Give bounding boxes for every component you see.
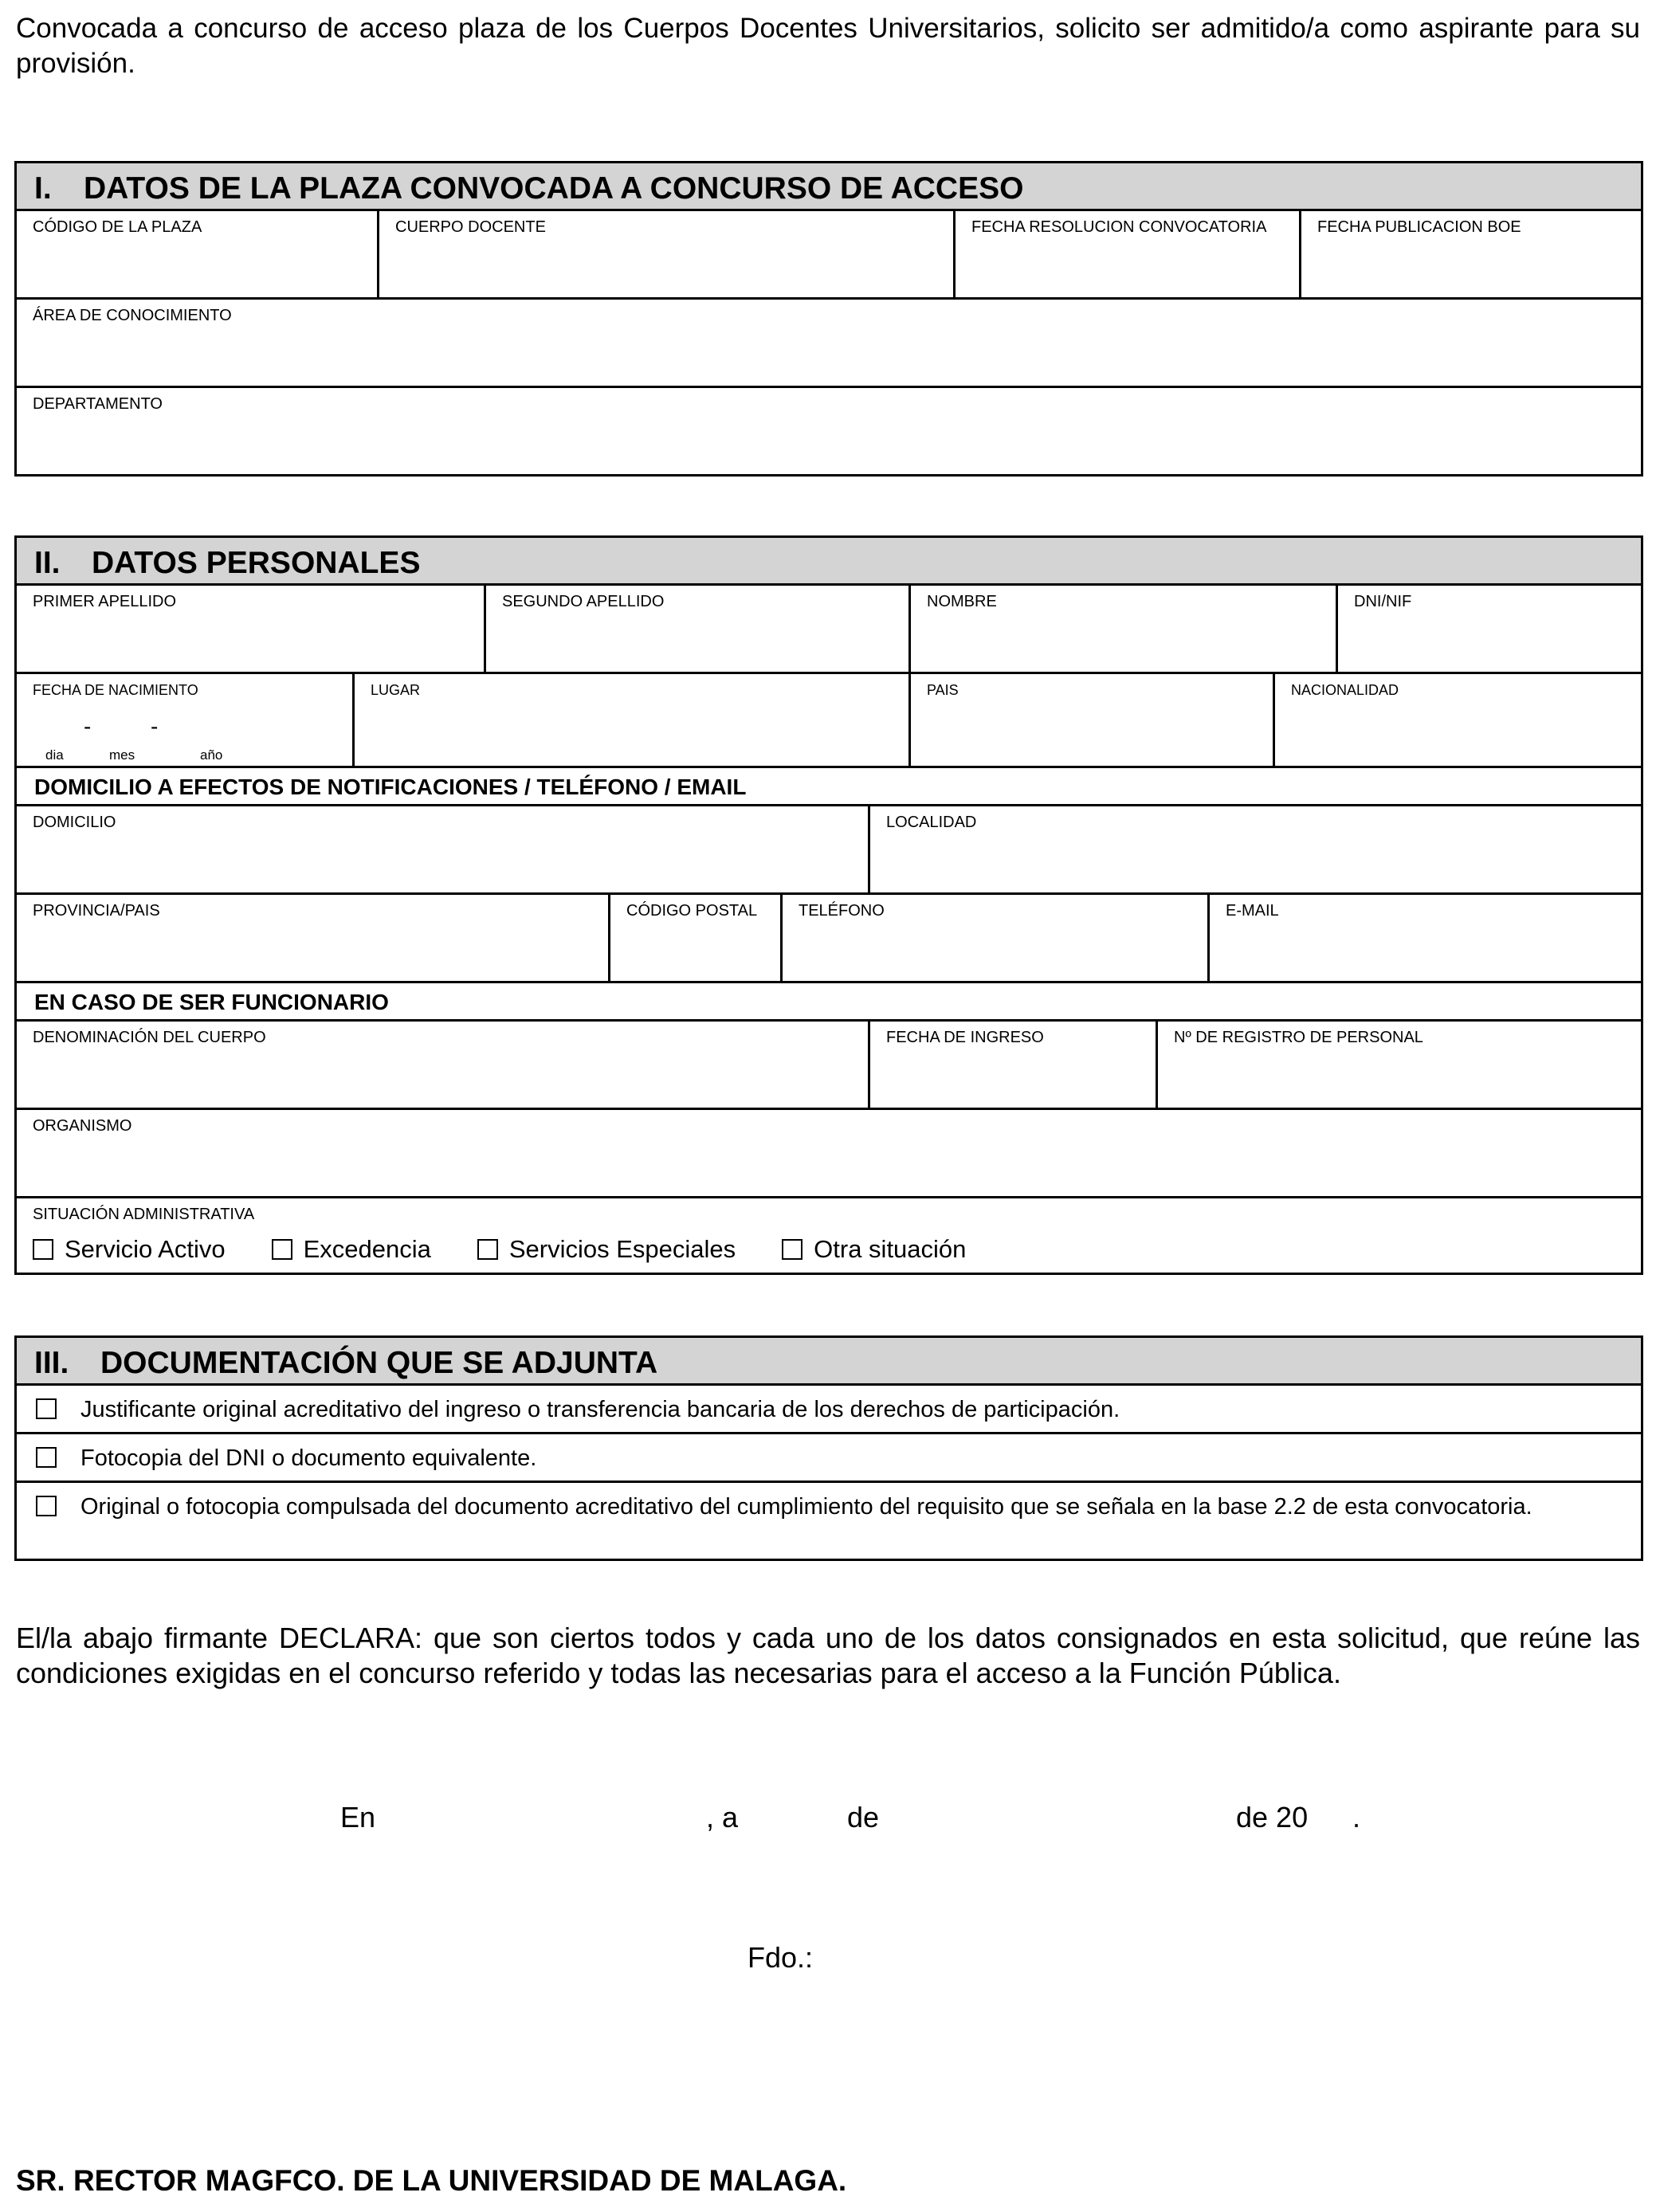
section-title: DOCUMENTACIÓN QUE SE ADJUNTA <box>100 1346 658 1380</box>
dia-label: dia <box>45 747 64 763</box>
field-label: CÓDIGO DE LA PLAZA <box>33 218 202 236</box>
field-label: LUGAR <box>371 682 421 698</box>
area-conocimiento-field[interactable] <box>17 300 1641 386</box>
doc-label: Original o fotocopia compulsada del documento acreditativo del cumplimiento del requisito que se señala en la base 2.2 de esta convocatoria. <box>80 1494 1532 1520</box>
field-label: PRIMER APELLIDO <box>33 593 177 610</box>
departamento-field[interactable] <box>17 388 1641 474</box>
pais-field[interactable] <box>911 674 1275 766</box>
localidad-field[interactable] <box>870 806 1641 892</box>
situacion-options <box>33 1235 1641 1264</box>
fecha-nacimiento-field[interactable] <box>17 674 355 766</box>
field-label: NOMBRE <box>927 593 997 610</box>
field-label: DNI/NIF <box>1354 593 1412 610</box>
field-label: CUERPO DOCENTE <box>395 218 546 236</box>
organismo-field[interactable] <box>17 1110 1641 1196</box>
section-documentacion <box>14 1335 1643 1561</box>
segundo-apellido-field[interactable] <box>486 586 911 672</box>
declaration-paragraph: El/la abajo firmante DECLARA: que son ciertos todos y cada uno de los datos consignados en esta solicitud, que reúne las condiciones exigidas en el concurso referido y todas las necesarias para el acceso a la Función Pública. <box>16 1622 1640 1689</box>
section-plaza <box>14 161 1643 477</box>
registro-personal-field[interactable] <box>1158 1022 1641 1108</box>
doc-item-requisito[interactable] <box>17 1483 1641 1559</box>
date-separator: - <box>151 714 159 739</box>
checkbox-icon[interactable] <box>782 1239 802 1260</box>
field-label: E-MAIL <box>1226 902 1279 920</box>
section-number: III. <box>34 1346 69 1380</box>
checkbox-icon[interactable] <box>272 1239 292 1260</box>
option-otra-situacion[interactable] <box>782 1235 966 1264</box>
fecha-boe-field[interactable] <box>1301 211 1641 297</box>
checkbox-icon[interactable] <box>36 1496 57 1516</box>
lugar-field[interactable] <box>355 674 911 766</box>
section-title: DATOS PERSONALES <box>92 546 421 580</box>
doc-label: Justificante original acreditativo del ingreso o transferencia bancaria de los derechos de participación. <box>80 1397 1120 1422</box>
funcionario-subheader: EN CASO DE SER FUNCIONARIO <box>17 983 1641 1022</box>
email-field[interactable] <box>1210 895 1641 981</box>
doc-item-justificante[interactable] <box>17 1386 1641 1434</box>
field-label: PROVINCIA/PAIS <box>33 902 160 920</box>
section-documentacion-header <box>17 1338 1641 1386</box>
field-label: DEPARTAMENTO <box>33 395 163 413</box>
option-servicio-activo[interactable] <box>33 1235 226 1264</box>
option-label: Servicios Especiales <box>508 1235 736 1263</box>
place-en-label: En <box>340 1801 376 1834</box>
telefono-field[interactable] <box>783 895 1210 981</box>
mes-label: mes <box>109 747 135 763</box>
field-label: SITUACIÓN ADMINISTRATIVA <box>33 1206 255 1223</box>
option-servicios-especiales[interactable] <box>477 1235 736 1264</box>
section-number: I. <box>34 171 52 206</box>
intro-paragraph: Convocada a concurso de acceso plaza de los Cuerpos Docentes Universitarios, solicito ser admitido/a como aspirante para su provisión. <box>16 13 1640 79</box>
doc-label: Fotocopia del DNI o documento equivalente. <box>80 1445 537 1471</box>
field-label: CÓDIGO POSTAL <box>626 902 758 920</box>
field-label: NACIONALIDAD <box>1291 682 1399 698</box>
field-label: FECHA RESOLUCION CONVOCATORIA <box>971 218 1267 236</box>
option-label: Servicio Activo <box>65 1235 226 1263</box>
signature-fdo-label: Fdo.: <box>748 1941 814 1974</box>
section-number: II. <box>34 546 61 580</box>
situacion-administrativa-field <box>17 1198 1641 1279</box>
field-label: DOMICILIO <box>33 814 116 831</box>
provincia-field[interactable] <box>17 895 610 981</box>
place-de-label: de <box>847 1801 880 1834</box>
section-datos-personales <box>14 535 1643 1275</box>
anio-label: año <box>200 747 223 763</box>
place-a-label: , a <box>706 1801 739 1834</box>
dni-field[interactable] <box>1338 586 1641 672</box>
option-excedencia[interactable] <box>272 1235 431 1264</box>
denominacion-cuerpo-field[interactable] <box>17 1022 870 1108</box>
field-label: FECHA PUBLICACION BOE <box>1317 218 1521 236</box>
doc-item-dni[interactable] <box>17 1434 1641 1483</box>
fecha-ingreso-field[interactable] <box>870 1022 1158 1108</box>
nombre-field[interactable] <box>911 586 1338 672</box>
codigo-postal-field[interactable] <box>610 895 783 981</box>
option-label: Excedencia <box>303 1235 431 1263</box>
checkbox-icon[interactable] <box>36 1398 57 1419</box>
field-label: TELÉFONO <box>799 902 885 920</box>
date-separator: - <box>84 714 92 739</box>
field-label: LOCALIDAD <box>886 814 977 831</box>
section-plaza-header <box>17 163 1641 211</box>
section-personales-header <box>17 538 1641 586</box>
field-label: FECHA DE INGRESO <box>886 1029 1044 1046</box>
cuerpo-docente-field[interactable] <box>379 211 956 297</box>
checkbox-icon[interactable] <box>36 1447 57 1468</box>
field-label: SEGUNDO APELLIDO <box>502 593 665 610</box>
domicilio-subheader: DOMICILIO A EFECTOS DE NOTIFICACIONES / TELÉFONO / EMAIL <box>17 768 1641 806</box>
field-label: ORGANISMO <box>33 1117 132 1135</box>
primer-apellido-field[interactable] <box>17 586 486 672</box>
field-label: DENOMINACIÓN DEL CUERPO <box>33 1029 266 1046</box>
codigo-plaza-field[interactable] <box>17 211 379 297</box>
fecha-resolucion-field[interactable] <box>956 211 1301 297</box>
field-label: FECHA DE NACIMIENTO <box>33 682 198 698</box>
section-title: DATOS DE LA PLAZA CONVOCADA A CONCURSO DE ACCESO <box>84 171 1024 206</box>
place-de20-label: de 20 <box>1236 1801 1309 1834</box>
nacionalidad-field[interactable] <box>1275 674 1641 766</box>
domicilio-field[interactable] <box>17 806 870 892</box>
field-label: PAIS <box>927 682 959 698</box>
option-label: Otra situación <box>814 1235 967 1263</box>
checkbox-icon[interactable] <box>477 1239 498 1260</box>
recipient-line: SR. RECTOR MAGFCO. DE LA UNIVERSIDAD DE MALAGA. <box>16 2164 847 2197</box>
field-label: ÁREA DE CONOCIMIENTO <box>33 307 232 324</box>
field-label: Nº DE REGISTRO DE PERSONAL <box>1174 1029 1423 1046</box>
place-dot: . <box>1352 1801 1361 1834</box>
checkbox-icon[interactable] <box>33 1239 53 1260</box>
